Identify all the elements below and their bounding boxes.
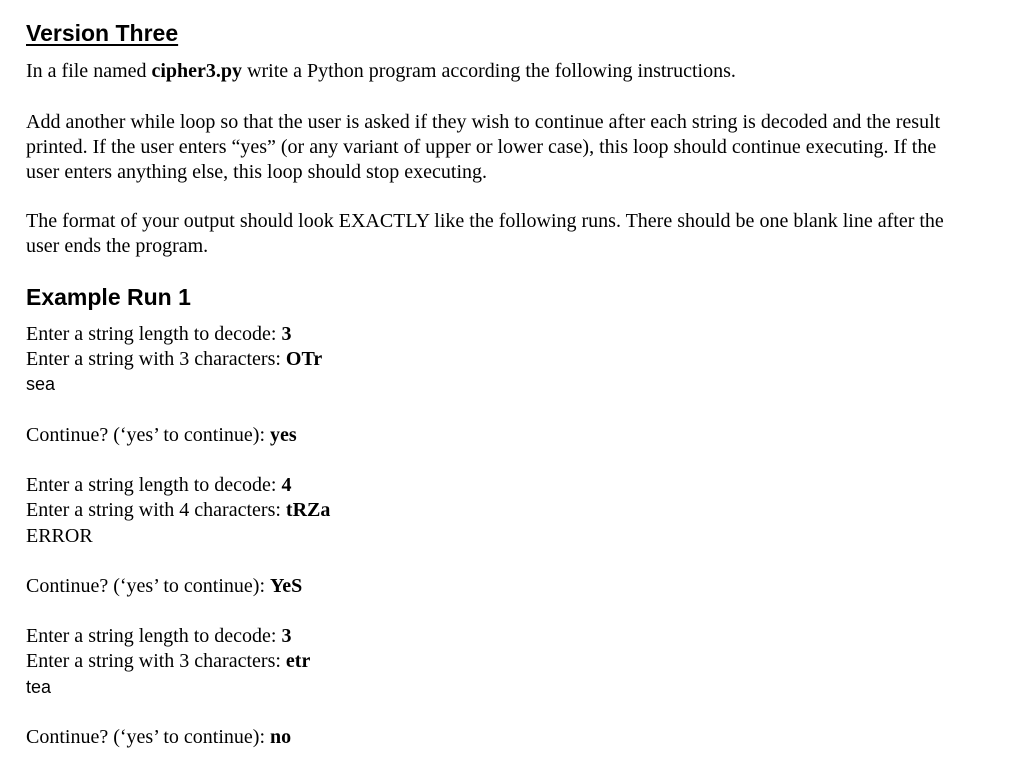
- continue-prompt: Continue? (‘yes’ to continue):: [26, 726, 271, 748]
- example-run-transcript: [26, 322, 330, 750]
- program-output: sea: [26, 374, 56, 395]
- section-title: Version Three: [26, 20, 179, 46]
- string-input: etr: [285, 650, 311, 673]
- string-input: tRZa: [285, 499, 331, 522]
- length-prompt-line: [26, 624, 330, 649]
- string-prompt-line: [26, 498, 330, 523]
- continue-prompt-line: [26, 574, 330, 599]
- string-prompt-line: [26, 649, 330, 674]
- string-prompt: Enter a string with 3 characters:: [26, 348, 286, 371]
- format-paragraph: The format of your output should look EXACTLY like the following runs. There should be one blank line after the user ends the program.: [26, 210, 944, 258]
- length-prompt: Enter a string length to decode:: [26, 625, 282, 648]
- length-input: 4: [281, 474, 292, 497]
- blank-line: [26, 599, 330, 624]
- continue-input: no: [270, 726, 292, 748]
- continue-prompt: Continue? (‘yes’ to continue):: [26, 423, 271, 446]
- blank-line: [26, 448, 330, 473]
- program-output: ERROR: [26, 524, 93, 547]
- string-input: OTr: [285, 348, 323, 371]
- length-input: 3: [281, 625, 292, 648]
- intro-suffix: write a Python program according the following instructions.: [242, 60, 736, 82]
- length-prompt: Enter a string length to decode:: [26, 323, 282, 345]
- program-output: tea: [26, 676, 52, 697]
- continue-prompt: Continue? (‘yes’ to continue):: [26, 574, 271, 597]
- length-prompt: Enter a string length to decode:: [26, 474, 282, 497]
- length-input: 3: [281, 323, 292, 345]
- blank-line: [26, 398, 330, 423]
- intro-paragraph: [26, 59, 736, 84]
- string-prompt-line: [26, 347, 330, 372]
- string-prompt: Enter a string with 3 characters:: [26, 650, 286, 673]
- intro-prefix: In a file named: [26, 60, 152, 82]
- continue-input: YeS: [270, 574, 303, 597]
- continue-prompt-line: [26, 725, 330, 750]
- blank-line: [26, 549, 330, 574]
- length-prompt-line: [26, 322, 330, 347]
- instruction-paragraph: Add another while loop so that the user is asked if they wish to continue after each string is decoded and the result printed. If the user enters “yes” (or any variant of upper or lower case), this loop should continue executing. If the user enters anything else, this loop should stop executing.: [26, 111, 941, 184]
- continue-input: yes: [270, 423, 297, 446]
- continue-prompt-line: [26, 423, 330, 448]
- string-prompt: Enter a string with 4 characters:: [26, 499, 286, 522]
- intro-filename: cipher3.py: [151, 60, 243, 82]
- example-title: Example Run 1: [26, 284, 191, 310]
- blank-line: [26, 700, 330, 725]
- length-prompt-line: [26, 473, 330, 498]
